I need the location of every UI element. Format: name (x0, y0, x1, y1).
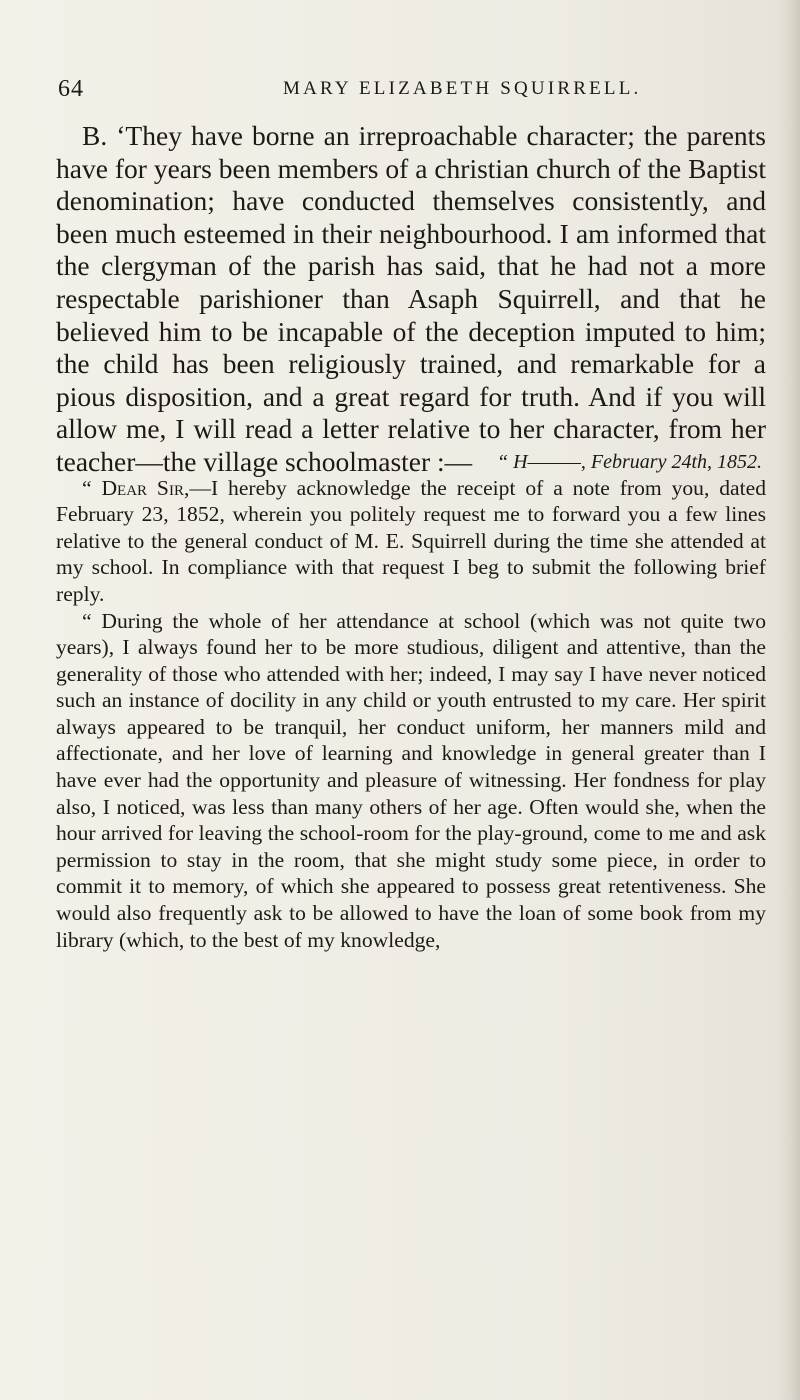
testimony-paragraph: B. ‘They have borne an irreproachable character; the parents have for years been members of a christian church of the Baptist denomination; have conducted themselves consistently, and been much esteemed in their neighbourhood. I am informed that the clergyman of the parish has said, that he had not a more respectable parishioner than Asaph Squirrell, and that he believed him to be incapable of the deception imputed to him; the child has been religiously trained, and remarkable for a pious disposition, and a great regard for truth. And if you will allow me, I will read a letter relative to her character, from her teacher—the village schoolmaster :— (56, 120, 766, 477)
letter-paragraph (56, 475, 766, 608)
running-title: MARY ELIZABETH SQUIRRELL. (283, 78, 642, 99)
letter-salutation: “ Dear Sir, (82, 475, 190, 500)
letter-paragraph-1: —I hereby acknowledge the receipt of a note from you, dated February 23, 1852, wherein you politely request me to forward you a few lines relative to the general conduct of M. E. Squirrell during the time she attended at my school. In compliance with that request I beg to submit the following brief reply. (56, 475, 766, 606)
running-head (58, 76, 758, 106)
page-body (56, 120, 766, 953)
dateline-place: “ H——— (496, 450, 581, 473)
page-edge-shadow (778, 0, 800, 1400)
dateline-date: , February 24th, 1852. (580, 450, 762, 473)
page-number: 64 (58, 76, 84, 102)
letter-paragraph-2: “ During the whole of her attendance at school (which was not quite two years), I always found her to be more studious, diligent and attentive, than the generality of those who attended with her; indeed, I may say I have never noticed such an instance of docility in any child or youth entrusted to my care. Her spirit always appeared to be tranquil, her conduct uniform, her manners mild and affectionate, and her love of learning and knowledge in general greater than I have ever had the opportunity and pleasure of witnessing. Her fondness for play also, I noticed, was less than many others of her age. Often would she, when the hour arrived for leaving the school-room for the play-ground, come to me and ask permission to stay in the room, that she might study some piece, in order to commit it to memory, of which she appeared to possess great retentiveness. She would also frequently ask to be allowed to have the loan of some book from my library (which, to the best of my knowledge, (56, 608, 766, 952)
